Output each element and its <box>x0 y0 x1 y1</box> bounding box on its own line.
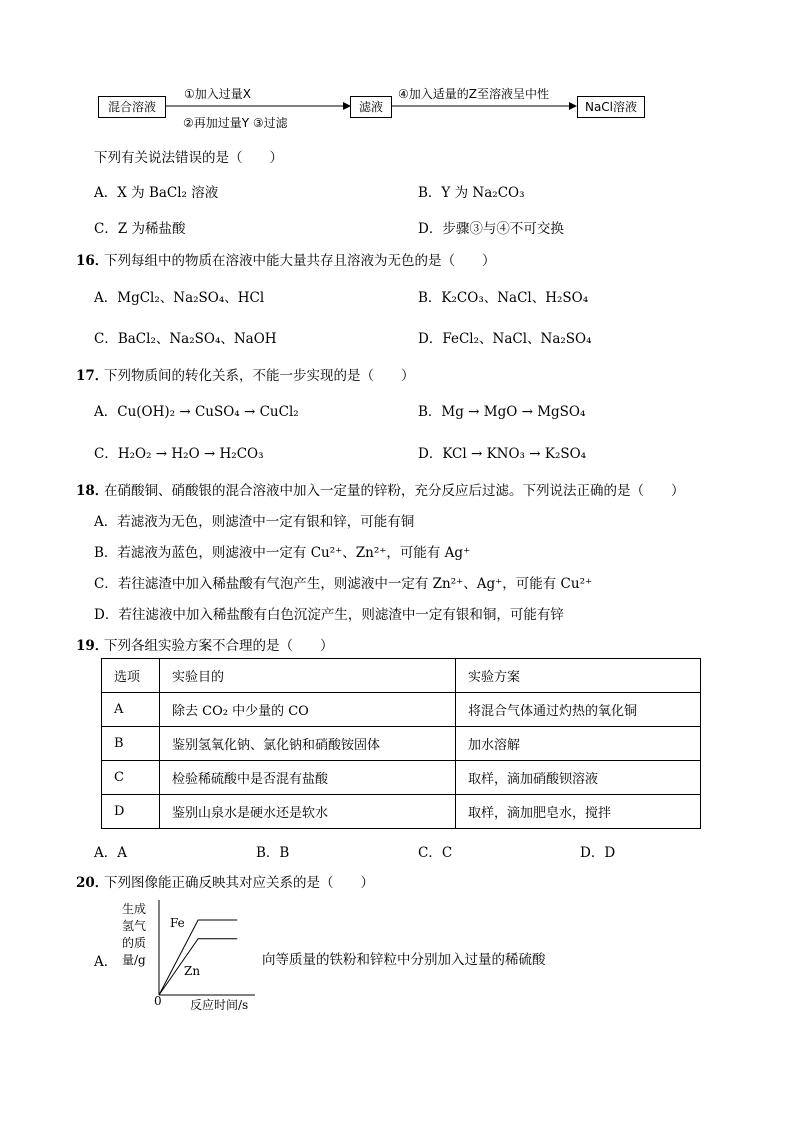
q18-option-c: C．若往滤渣中加入稀盐酸有气泡产生，则滤液中一定有 Zn²⁺、Ag⁺，可能有 Cu²⁺ <box>94 576 593 592</box>
q19-number: 19． <box>76 638 109 654</box>
q15-stem: 下列有关说法错误的是（ ） <box>94 150 283 166</box>
y-axis-label-line-1: 生成 <box>122 902 147 916</box>
q20-option-a-description: 向等质量的铁粉和锌粒中分别加入过量的稀硫酸 <box>262 952 546 968</box>
q15-option-b: B．Y 为 Na₂CO₃ <box>418 185 525 201</box>
y-axis-label-line-3: 的质 <box>122 936 147 950</box>
q16-number: 16． <box>76 253 109 269</box>
q19-option-a: A．A <box>94 845 127 861</box>
q18-option-b: B．若滤液为蓝色，则滤液中一定有 Cu²⁺、Zn²⁺，可能有 Ag⁺ <box>94 545 471 561</box>
table-cell: 取样，滴加硝酸钡溶液 <box>456 761 701 795</box>
table-cell: 检验稀硫酸中是否混有盐酸 <box>160 761 456 795</box>
table-cell: 加水溶解 <box>456 727 701 761</box>
q17-number: 17． <box>76 368 109 384</box>
series-label-fe: Fe <box>170 916 185 930</box>
q15-option-a: A．X 为 BaCl₂ 溶液 <box>94 185 219 201</box>
q19-experiment-table <box>101 658 701 829</box>
flow-box-mixed-solution: 混合溶液 <box>98 96 166 118</box>
table-cell: B <box>102 727 160 761</box>
q19-option-c: C．C <box>418 845 453 861</box>
table-cell: D <box>102 795 160 829</box>
x-axis-label: 反应时间/s <box>190 998 249 1012</box>
q19-stem: 下列各组实验方案不合理的是（ ） <box>104 638 334 654</box>
q17-option-c: C．H₂O₂ → H₂O → H₂CO₃ <box>94 446 264 462</box>
flow-step-4: ④加入适量的Z至溶液呈中性 <box>398 87 549 101</box>
table-cell: 鉴别氢氧化钠、氯化钠和硝酸铵固体 <box>160 727 456 761</box>
table-row <box>102 795 701 829</box>
q18-number: 18． <box>76 483 109 499</box>
q20-option-a-label: A． <box>94 954 118 970</box>
q20-number: 20． <box>76 875 109 891</box>
flow-box-filtrate: 滤液 <box>350 96 392 118</box>
q16-option-a: A．MgCl₂、Na₂SO₄、HCl <box>94 290 265 306</box>
table-cell: C <box>102 761 160 795</box>
q16-option-b: B．K₂CO₃、NaCl、H₂SO₄ <box>418 290 589 306</box>
q16-option-c: C．BaCl₂、Na₂SO₄、NaOH <box>94 331 277 347</box>
q20-chart <box>150 895 260 1005</box>
table-cell: 将混合气体通过灼热的氧化铜 <box>456 693 701 727</box>
q17-option-a: A．Cu(OH)₂ → CuSO₄ → CuCl₂ <box>94 404 299 420</box>
table-row <box>102 761 701 795</box>
table-cell: 取样，滴加肥皂水，搅拌 <box>456 795 701 829</box>
q17-option-b: B．Mg → MgO → MgSO₄ <box>418 404 586 420</box>
flow-step-2-3: ②再加过量Y ③过滤 <box>183 116 288 130</box>
q16-option-d: D．FeCl₂、NaCl、Na₂SO₄ <box>418 331 592 347</box>
q15-option-c: C．Z 为稀盐酸 <box>94 221 186 237</box>
q17-stem: 下列物质间的转化关系，不能一步实现的是（ ） <box>104 368 415 384</box>
table-header-cell: 实验方案 <box>456 659 701 693</box>
series-label-zn: Zn <box>184 964 201 978</box>
flow-arrow-2 <box>391 98 577 114</box>
table-cell: 鉴别山泉水是硬水还是软水 <box>160 795 456 829</box>
q19-option-b: B．B <box>256 845 290 861</box>
table-row <box>102 727 701 761</box>
table-header-row <box>102 659 701 693</box>
q18-option-d: D．若往滤液中加入稀盐酸有白色沉淀产生，则滤渣中一定有银和铜，可能有锌 <box>94 607 564 623</box>
q20-stem: 下列图像能正确反映其对应关系的是（ ） <box>104 875 374 891</box>
table-row <box>102 693 701 727</box>
table-header-cell: 实验目的 <box>160 659 456 693</box>
q15-option-d: D．步骤③与④不可交换 <box>418 221 564 237</box>
flow-step-1: ①加入过量X <box>184 87 251 101</box>
q18-option-a: A．若滤液为无色，则滤渣中一定有银和锌，可能有铜 <box>94 514 415 530</box>
q19-option-d: D．D <box>580 845 616 861</box>
y-axis-label-line-2: 氢气 <box>122 919 147 933</box>
table-header-cell: 选项 <box>102 659 160 693</box>
series-line-fe <box>159 920 237 995</box>
q17-option-d: D．KCl → KNO₃ → K₂SO₄ <box>418 446 587 462</box>
table-cell: A <box>102 693 160 727</box>
flow-box-nacl-solution: NaCl溶液 <box>577 96 645 118</box>
chart-origin-label: 0 <box>154 994 162 1008</box>
y-axis-label-line-4: 量/g <box>122 953 146 967</box>
table-cell: 除去 CO₂ 中少量的 CO <box>160 693 456 727</box>
q16-stem: 下列每组中的物质在溶液中能大量共存且溶液为无色的是（ ） <box>104 253 496 269</box>
q18-stem: 在硝酸铜、硝酸银的混合溶液中加入一定量的锌粉，充分反应后过滤。下列说法正确的是（ ） <box>104 483 685 499</box>
flow-arrow-1 <box>165 98 351 114</box>
